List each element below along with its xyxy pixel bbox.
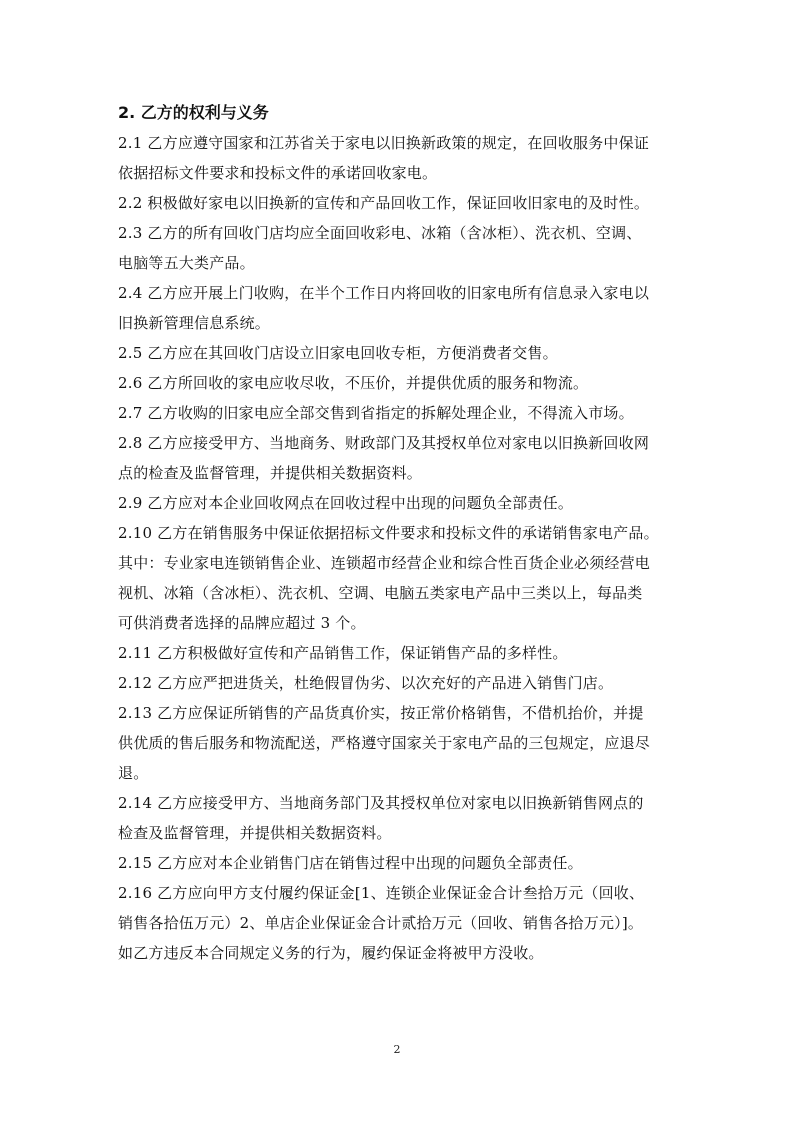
text-line: 点的检查及监督管理，并提供相关数据资料。 bbox=[118, 464, 423, 482]
document-body bbox=[118, 98, 678, 968]
text-line: 视机、冰箱（含冰柜）、洗衣机、空调、电脑五类家电产品中三类以上，每品类 bbox=[118, 584, 643, 602]
text-line: 2.7 乙方收购的旧家电应全部交售到省指定的拆解处理企业，不得流入市场。 bbox=[118, 404, 634, 422]
text-line: 电脑等五大类产品。 bbox=[118, 254, 255, 272]
text-line: 2.8 乙方应接受甲方、当地商务、财政部门及其授权单位对家电以旧换新回收网 bbox=[118, 434, 650, 452]
text-line: 2.5 乙方应在其回收门店设立旧家电回收专柜，方便消费者交售。 bbox=[118, 344, 558, 362]
text-line: 2.2 积极做好家电以旧换新的宣传和产品回收工作，保证回收旧家电的及时性。 bbox=[118, 194, 650, 212]
text-line: 依据招标文件要求和投标文件的承诺回收家电。 bbox=[118, 164, 438, 182]
text-line: 2.12 乙方应严把进货关，杜绝假冒伪劣、以次充好的产品进入销售门店。 bbox=[118, 674, 614, 692]
text-line: 2.15 乙方应对本企业销售门店在销售过程中出现的问题负全部责任。 bbox=[118, 854, 583, 872]
text-line: 其中：专业家电连锁销售企业、连锁超市经营企业和综合性百货企业必须经营电 bbox=[118, 554, 651, 572]
text-line: 2.3 乙方的所有回收门店均应全面回收彩电、冰箱（含冰柜）、洗衣机、空调、 bbox=[118, 224, 642, 242]
text-line: 2.4 乙方应开展上门收购，在半个工作日内将回收的旧家电所有信息录入家电以 bbox=[118, 284, 650, 302]
text-line: 2.16 乙方应向甲方支付履约保证金[1、连锁企业保证金合计叁拾万元（回收、 bbox=[118, 884, 645, 902]
text-line: 供优质的售后服务和物流配送，严格遵守国家关于家电产品的三包规定，应退尽 bbox=[118, 734, 651, 752]
text-line: 销售各拾伍万元）2、单店企业保证金合计贰拾万元（回收、销售各拾万元）]。 bbox=[118, 914, 644, 932]
text-line: 2.11 乙方积极做好宣传和产品销售工作，保证销售产品的多样性。 bbox=[118, 644, 568, 662]
text-line: 退。 bbox=[118, 764, 149, 782]
text-line: 2.14 乙方应接受甲方、当地商务部门及其授权单位对家电以旧换新销售网点的 bbox=[118, 794, 644, 812]
text-line: 2.1 乙方应遵守国家和江苏省关于家电以旧换新政策的规定，在回收服务中保证 bbox=[118, 134, 650, 152]
text-line: 2.10 乙方在销售服务中保证依据招标文件要求和投标文件的承诺销售家电产品。 bbox=[118, 524, 659, 542]
text-line: 2.13 乙方应保证所销售的产品货真价实，按正常价格销售，不借机抬价，并提 bbox=[118, 704, 644, 722]
text-line: 旧换新管理信息系统。 bbox=[118, 314, 271, 332]
section-heading: 2. 乙方的权利与义务 bbox=[118, 103, 269, 122]
text-line: 可供消费者选择的品牌应超过 3 个。 bbox=[118, 614, 366, 632]
text-line: 2.9 乙方应对本企业回收网点在回收过程中出现的问题负全部责任。 bbox=[118, 494, 574, 512]
text-line: 2.6 乙方所回收的家电应收尽收，不压价，并提供优质的服务和物流。 bbox=[118, 374, 589, 392]
text-line: 检查及监督管理，并提供相关数据资料。 bbox=[118, 824, 392, 842]
page-number: 2 bbox=[393, 1043, 401, 1056]
text-line: 如乙方违反本合同规定义务的行为，履约保证金将被甲方没收。 bbox=[118, 944, 544, 962]
